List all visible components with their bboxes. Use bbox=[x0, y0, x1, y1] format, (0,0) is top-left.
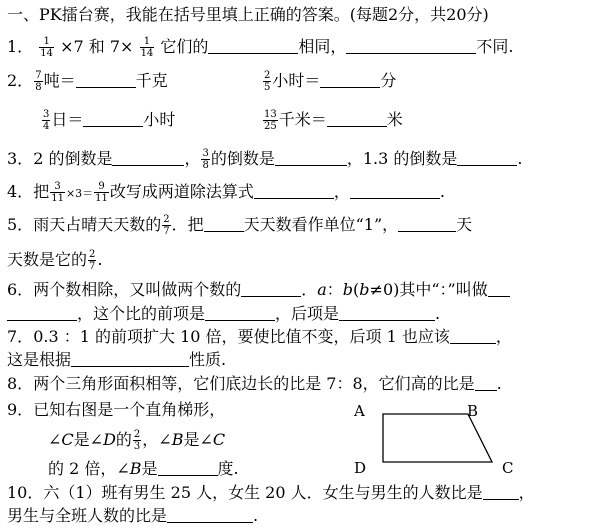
fraction: $\frac{1}{14}$ bbox=[140, 36, 154, 59]
fraction: $\frac{2}{5}$ bbox=[264, 70, 271, 93]
vertex-label-d: D bbox=[354, 459, 367, 477]
question-4: 4．把 $\frac{3}{11}$ ×3＝ $\frac{9}{11}$ 改写成两道除法算式 ， . bbox=[7, 181, 446, 204]
section-header: 一、PK擂台赛，我能在括号里填上正确的答案。(每题2分，共20分) bbox=[7, 5, 489, 24]
fraction: $\frac{1}{14}$ bbox=[40, 36, 54, 59]
fraction: $\frac{9}{11}$ bbox=[95, 181, 108, 204]
fraction: $\frac{13}{25}$ bbox=[264, 109, 277, 132]
answer-blank[interactable] bbox=[71, 352, 189, 367]
answer-blank[interactable] bbox=[483, 485, 519, 500]
fraction: $\frac{7}{8}$ bbox=[35, 70, 42, 93]
vertex-label-c: C bbox=[502, 459, 514, 477]
answer-blank[interactable] bbox=[346, 39, 476, 54]
answer-blank[interactable] bbox=[205, 306, 275, 321]
question-5-row1: 5．雨天占晴天天数的 $\frac{2}{7}$ ．把 天天数看作单位“1”， 天 bbox=[7, 214, 473, 237]
question-7-row2: 这是根据 性质. bbox=[7, 350, 227, 369]
fraction: $\frac{2}{7}$ bbox=[89, 249, 96, 272]
question-10-row1: 10．六（1）班有男生 25 人，女生 20 人．女生与男生的人数比是 ， bbox=[7, 483, 535, 502]
answer-blank[interactable] bbox=[275, 151, 347, 166]
trapezoid-shape bbox=[383, 414, 492, 462]
vertex-label-b: B bbox=[467, 402, 479, 420]
question-9-row3: 的 2 倍，∠B是 度. bbox=[48, 459, 239, 478]
question-6-row2: ，这个比的前项是 ，后项是 . bbox=[7, 305, 440, 323]
answer-blank[interactable] bbox=[320, 73, 380, 88]
answer-blank[interactable] bbox=[475, 376, 497, 391]
answer-blank[interactable] bbox=[327, 112, 387, 127]
answer-blank[interactable] bbox=[204, 217, 244, 232]
vertex-label-a: A bbox=[354, 402, 365, 420]
answer-blank[interactable] bbox=[7, 306, 77, 321]
fraction: $\frac{3}{4}$ bbox=[43, 109, 50, 132]
question-5-row2: 天数是它的 $\frac{2}{7}$ . bbox=[7, 249, 103, 272]
question-8: 8．两个三角形面积相等，它们底边长的比是 7：8，它们高的比是 . bbox=[7, 374, 502, 393]
question-10-row2: 男生与全班人数的比是 . bbox=[7, 506, 259, 525]
question-9-row2: ∠C是∠D的 $\frac{2}{3}$ ，∠B是∠C bbox=[48, 429, 226, 452]
fraction: $\frac{2}{3}$ bbox=[133, 429, 141, 452]
answer-blank[interactable] bbox=[208, 39, 298, 54]
answer-blank[interactable] bbox=[167, 508, 253, 523]
question-2-row2: $\frac{3}{4}$ 日＝ 小时 bbox=[43, 109, 176, 132]
question-3: 3．2 的倒数是 ， $\frac{3}{8}$ 的倒数是 ，1.3 的倒数是 . bbox=[7, 148, 523, 171]
question-9-row1: 9．已知右图是一个直角梯形， bbox=[7, 400, 226, 419]
fraction: $\frac{2}{7}$ bbox=[163, 214, 170, 237]
answer-blank[interactable] bbox=[339, 306, 435, 321]
answer-blank[interactable] bbox=[450, 329, 496, 344]
question-6-row1: 6．两个数相除，又叫做两个数的 ．a：b(b≠0)其中“：”叫做 bbox=[7, 281, 510, 299]
right-trapezoid-figure bbox=[340, 398, 520, 480]
question-2-row1: 2． $\frac{7}{8}$ 吨＝ 千克 bbox=[7, 70, 168, 93]
answer-blank[interactable] bbox=[488, 282, 510, 297]
answer-blank[interactable] bbox=[254, 184, 334, 199]
question-2-row1-right: $\frac{2}{5}$ 小时＝ 分 bbox=[264, 70, 397, 93]
answer-blank[interactable] bbox=[76, 73, 136, 88]
answer-blank[interactable] bbox=[83, 112, 143, 127]
answer-blank[interactable] bbox=[241, 282, 301, 297]
answer-blank[interactable] bbox=[398, 217, 456, 232]
answer-blank[interactable] bbox=[112, 151, 184, 166]
question-2-row2-right: $\frac{13}{25}$ 千米＝ 米 bbox=[264, 109, 403, 132]
fraction: $\frac{3}{8}$ bbox=[202, 148, 209, 171]
answer-blank[interactable] bbox=[457, 151, 517, 166]
question-7-row1: 7．0.3 ：1 的前项扩大 10 倍，要使比值不变，后项 1 也应该 ， bbox=[7, 327, 512, 346]
question-1: 1． $\frac{1}{14}$ ×7 和 7× $\frac{1}{14}$ 它们的 相同， 不同. bbox=[7, 36, 514, 59]
answer-blank[interactable] bbox=[350, 184, 440, 199]
answer-blank[interactable] bbox=[158, 461, 218, 476]
fraction: $\frac{3}{11}$ bbox=[51, 181, 64, 204]
